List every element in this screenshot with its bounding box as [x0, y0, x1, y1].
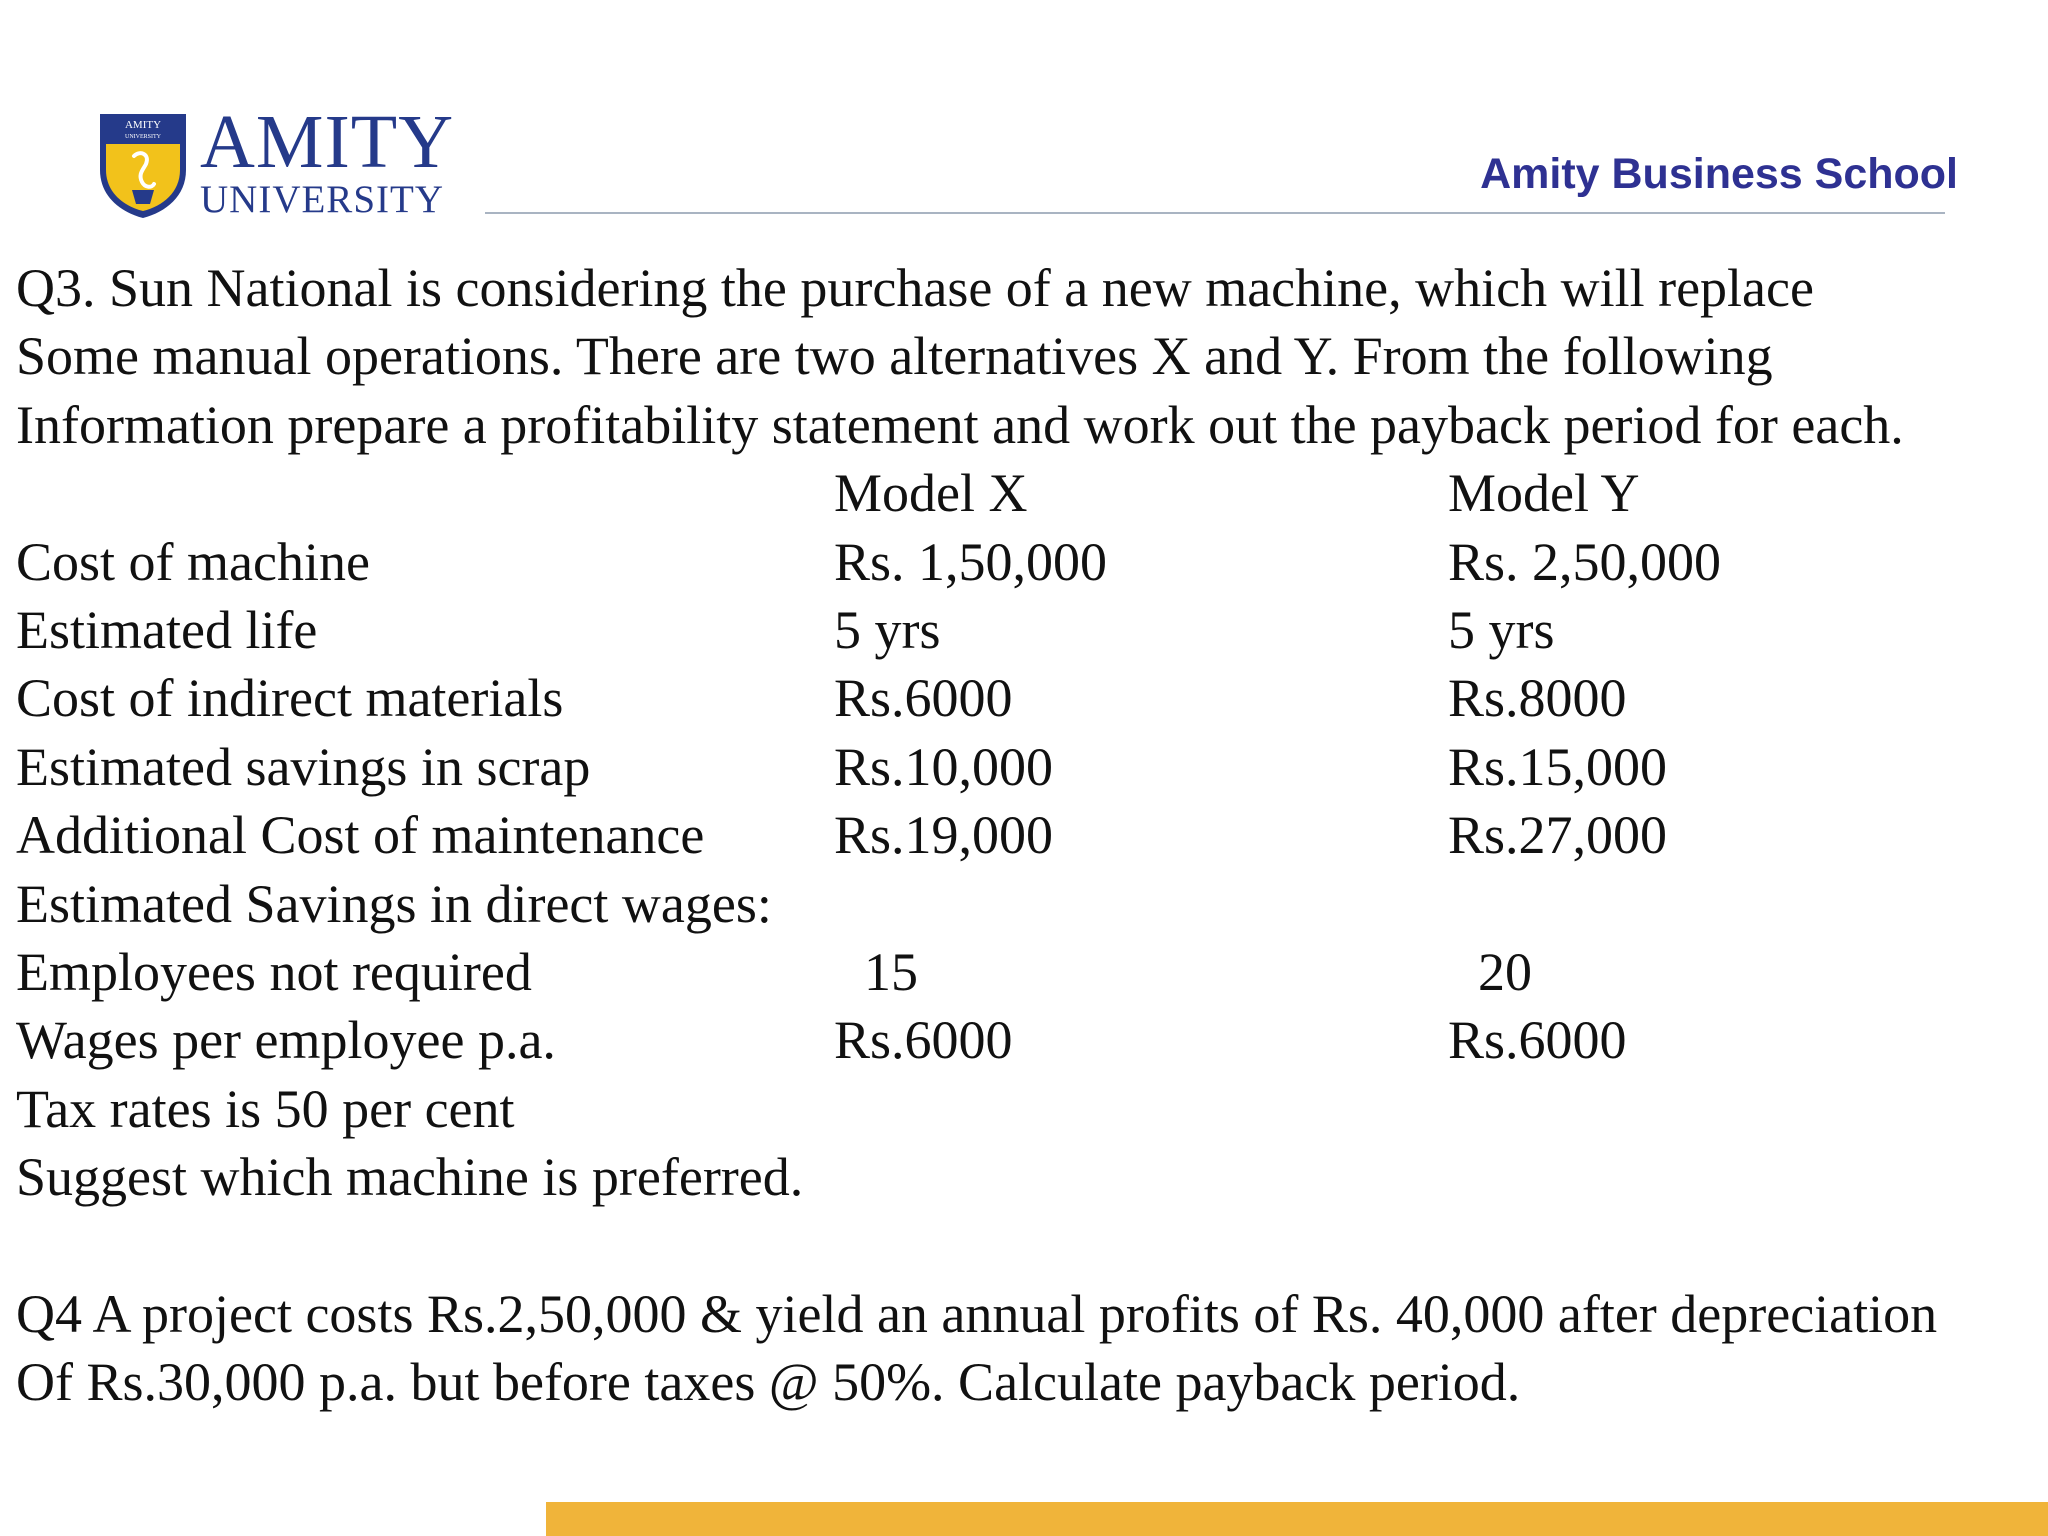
row-label: Estimated Savings in direct wages: [16, 873, 772, 934]
row-value-y: 20 [1478, 941, 1532, 1002]
row-label: Cost of indirect materials [16, 668, 564, 729]
column-header-model-y: Model Y [1448, 463, 1640, 524]
row-value-x: Rs.6000 [834, 668, 1013, 729]
row-value-y: 5 yrs [1448, 599, 1555, 660]
row-value-x: Rs. 1,50,000 [834, 531, 1108, 592]
footer-accent-bar [546, 1502, 2048, 1536]
amity-university-logo [96, 100, 455, 221]
row-value-x: Rs.19,000 [834, 805, 1054, 866]
column-header-model-x: Model X [834, 463, 1028, 524]
row-value-x: 5 yrs [834, 599, 941, 660]
row-value-x: Rs.10,000 [834, 736, 1054, 797]
svg-text:AMITY: AMITY [124, 119, 162, 131]
logo-subname: UNIVERSITY [200, 178, 444, 221]
row-value-y: Rs.27,000 [1448, 805, 1668, 866]
row-value-y: Rs. 2,50,000 [1448, 531, 1722, 592]
row-value-x: Rs.6000 [834, 1010, 1013, 1071]
row-value-y: Rs.8000 [1448, 668, 1627, 729]
row-label: Estimated savings in scrap [16, 736, 591, 797]
row-label: Wages per employee p.a. [16, 1010, 556, 1071]
slide: AMITY UNIVERSITY AMITY UNIVERSITY Amity Business School Q3. Sun National is considering the purchase of a new machine, which will replace Some manual operations. There are two alternatives X and Y. From the following Information prepare a profitability statement and work out the payback period for each. Model X Model Y Cost of machine Rs. 1,50,000 Rs. 2,50,000 Estimated life 5 yrs 5 yrs Cost of indirect materials Rs.6000 Rs.8000 Estimated savings in scrap Rs.10,000 Rs.15,000 Additional Cost of maintenance Rs.19,000 Rs.27,000 Estimated Savings in direct wages: Employees not required 15 20 Wages per employee p.a. Rs.6000 Rs.6000 Tax rates is 50 per cent Suggest which machine is preferred. Q4 A project costs Rs.2,50,000 & yield an annual profits of Rs. 40,000 after depreciation Of Rs.30,000 p.a. but before taxes @ 50%. Calculate payback period. [0, 0, 2048, 1536]
row-value-y: Rs.6000 [1448, 1010, 1627, 1071]
header-divider [485, 212, 1945, 214]
svg-text:UNIVERSITY: UNIVERSITY [125, 134, 161, 140]
school-name: Amity Business School [1480, 150, 1958, 198]
row-label: Cost of machine [16, 531, 370, 592]
row-label: Additional Cost of maintenance [16, 805, 705, 866]
logo-name: AMITY [200, 100, 455, 184]
row-value-y: Rs.15,000 [1448, 736, 1668, 797]
row-value-x: 15 [864, 941, 918, 1002]
row-label: Employees not required [16, 941, 532, 1002]
row-label: Estimated life [16, 599, 318, 660]
amity-shield-icon [96, 108, 190, 220]
